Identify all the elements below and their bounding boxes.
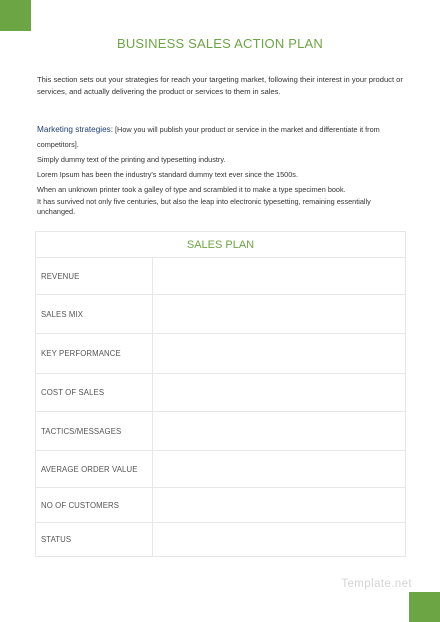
strategy-line: Lorem Ipsum has been the industry's standard dummy text ever since the 1500s. [37,170,298,179]
row-label-sales-mix: SALES MIX [36,295,153,333]
marketing-strategies-section [37,122,409,217]
table-row [36,451,405,488]
strategy-line: It has survived not only five centuries, but also the leap into electronic typesetting, remaining essentially unchanged. [37,197,371,216]
row-label-key-performance: KEY PERFORMANCE [36,334,153,373]
strategies-lead-text: [How you will publish your product or service in the market and differentiate it from competitors]. [37,125,380,149]
row-value-tactics-messages[interactable] [153,412,405,450]
corner-accent-bottom-right [409,592,440,622]
strategy-line: When an unknown printer took a galley of type and scrambled it to make a type specimen book. [37,185,346,194]
table-row [36,523,405,556]
row-value-status[interactable] [153,523,405,556]
table-row [36,334,405,374]
row-value-revenue[interactable] [153,258,405,294]
row-label-tactics-messages: TACTICS/MESSAGES [36,412,153,450]
document-title: BUSINESS SALES ACTION PLAN [116,36,324,51]
row-value-key-performance[interactable] [153,334,405,373]
row-value-cost-of-sales[interactable] [153,374,405,411]
sales-plan-table [35,231,406,557]
corner-accent-top-left [0,0,31,31]
strategies-lead-label: Marketing strategies: [37,125,113,134]
table-row [36,258,405,295]
row-label-revenue: REVENUE [36,258,153,294]
row-value-average-order-value[interactable] [153,451,405,487]
row-value-sales-mix[interactable] [153,295,405,333]
table-row [36,374,405,412]
row-label-average-order-value: AVERAGE ORDER VALUE [36,451,153,487]
strategies-lead-line [37,122,409,152]
table-row [36,295,405,334]
row-label-status: STATUS [36,523,153,556]
row-value-no-of-customers[interactable] [153,488,405,522]
watermark: Template.net [341,578,412,590]
row-label-cost-of-sales: COST OF SALES [36,374,153,411]
row-label-no-of-customers: NO OF CUSTOMERS [36,488,153,522]
table-row [36,488,405,523]
intro-paragraph: This section sets out your strategies for reach your targeting market, following their interest in your product or services, and actually delivering the product or services to them in sales. [37,75,403,96]
sales-plan-heading: SALES PLAN [36,232,405,258]
table-row [36,412,405,451]
strategy-line: Simply dummy text of the printing and typesetting industry. [37,155,226,164]
